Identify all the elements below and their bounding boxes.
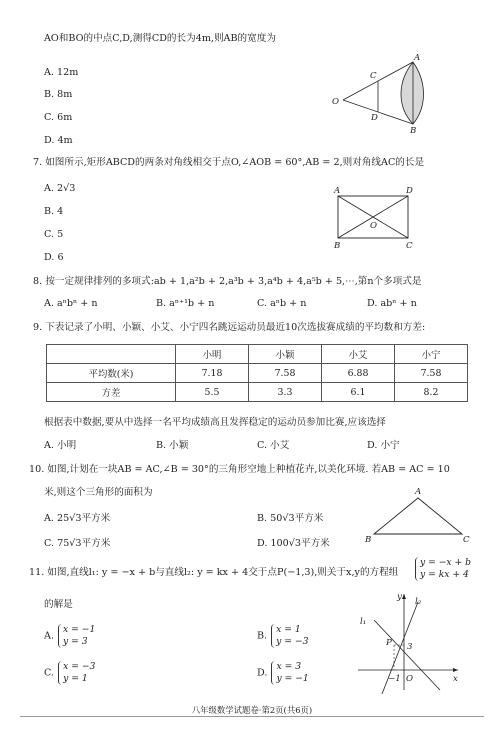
fig4-label-y: y [397,592,402,602]
table-cell: 6.1 [322,383,395,402]
fig2-label-o: O [370,221,378,231]
table-cell: 8.2 [395,383,468,402]
fig4-label-p: P [386,638,392,648]
option-system [271,661,308,685]
figure-isosceles-triangle [362,484,474,546]
q11-option-a [44,624,95,648]
fig4-label-l2: l₂ [415,597,422,607]
q7-text: 7. 如图所示,矩形ABCD的两条对角线相交于点O,∠AOB = 60°,AB = 2,则对角线AC的长是 [33,157,425,168]
option-eq: x = 1 [276,624,301,635]
option-letter: D. [257,667,268,679]
fig1-label-d: D [371,113,378,123]
fig4-label-neg1: −1 [388,674,401,684]
option-letter: B. [257,630,268,642]
prev-question-text: AO和BO的中点C,D,测得CD的长为4m,则AB的宽度为 [44,33,276,44]
table-header-cell [47,345,176,364]
q7-option-c: C. 5 [44,229,64,240]
q8-option-c: C. aⁿb + n [257,298,307,309]
q10-option-a: A. 25√3平方米 [44,513,111,524]
fig3-label-a: A [415,487,422,497]
table-header-cell: 小明 [176,345,249,364]
q8-option-b: B. aⁿ⁺¹b + n [156,298,215,309]
page-footer: 八年级数学试题卷·第2页(共6页) [191,705,313,715]
q9-text: 9. 下表记录了小明、小颖、小艾、小宁四名跳远运动员最近10次选拔赛成绩的平均数和方差: [33,322,426,333]
q9-option-c: C. 小艾 [257,440,290,451]
q9-option-a: A. 小明 [44,440,77,451]
q7-option-b: B. 4 [44,206,64,217]
q11-text: 11. 如图,直线l₁: y = −x + b与直线l₂: y = kx + 4交于点P(−1,3),则关于x,y的方程组 [29,567,399,578]
fig1-label-b: B [410,126,417,136]
q10-option-c: C. 75√3平方米 [44,538,111,549]
q9-option-b: B. 小颖 [156,440,189,451]
table-row [47,383,468,402]
q11-option-c [44,661,95,685]
table-cell: 平均数(米) [47,364,176,383]
prev-option-b: B. 8m [44,89,73,100]
q10-option-b: B. 50√3平方米 [257,513,324,524]
fig1-label-a: A [414,53,421,63]
q11-option-b [257,624,308,648]
option-eq: y = −3 [276,636,309,647]
prev-option-a: A. 12m [44,67,79,78]
q10-text-line1: 10. 如图,计划在一块AB = AC,∠B = 30°的三角形空地上种植花卉,以美化环境. 若AB = AC = 10 [29,464,450,475]
option-eq: y = −1 [276,673,309,684]
figure-coordinate-lines [352,590,464,694]
table-header-cell: 小颖 [249,345,322,364]
option-eq: y = 1 [63,673,88,684]
table-header-cell: 小艾 [322,345,395,364]
option-letter: C. [44,667,55,679]
fig4-label-origin: O [406,674,414,684]
system-eq-2: y = kx + 4 [420,569,469,580]
table-cell: 方差 [47,383,176,402]
table-cell: 5.5 [176,383,249,402]
q7-option-d: D. 6 [44,252,64,263]
fig3-label-c: C [463,535,470,545]
fig2-label-c: C [406,241,413,250]
q8-text: 8. 按一定规律排列的多项式:ab + 1,a²b + 2,a³b + 3,a⁴b + 4,a⁵b + 5,⋯,第n个多项式是 [33,276,422,287]
table-header-cell: 小宁 [395,345,468,364]
q10-option-d: D. 100√3平方米 [257,538,330,549]
fig4-label-3: 3 [407,642,413,652]
stats-table [46,344,468,402]
option-eq: x = −1 [63,624,96,635]
footer-divider [20,716,484,717]
table-cell: 7.18 [176,364,249,383]
table-cell: 6.88 [322,364,395,383]
fig2-label-d: D [406,186,413,196]
fig2-label-a: A [334,186,341,196]
q8-option-a: A. aⁿbⁿ + n [44,298,98,309]
equation-system-brace [415,557,471,581]
q7-option-a: A. 2√3 [44,183,76,194]
table-cell: 7.58 [395,364,468,383]
fig4-label-l1: l₁ [360,617,367,627]
q11-option-d [257,661,309,685]
option-system [58,624,95,648]
table-header-row [47,345,468,364]
option-system [271,624,308,648]
q10-text-line2: 米,则这个三角形的面积为 [44,487,153,498]
table-cell: 7.58 [249,364,322,383]
figure-triangle-lake [325,52,460,136]
fig4-label-x: x [453,674,458,684]
q11-system [414,557,471,581]
fig1-label-o: O [332,97,340,107]
q8-option-d: D. abⁿ + n [367,298,417,309]
option-eq: x = −3 [63,661,96,672]
prev-option-c: C. 6m [44,112,73,123]
option-eq: y = 3 [63,636,88,647]
figure-rectangle [328,184,418,250]
prev-option-d: D. 4m [44,135,73,146]
fig1-label-c: C [370,71,377,81]
table-cell: 3.3 [249,383,322,402]
q9-option-d: D. 小宁 [367,440,400,451]
q11-followup: 的解是 [44,599,73,610]
system-eq-1: y = −x + b [420,557,472,568]
fig3-label-b: B [365,535,372,545]
option-letter: A. [44,630,54,642]
table-row [47,364,468,383]
q9-followup: 根据表中数据,要从中选择一名平均成绩高且发挥稳定的运动员参加比赛,应该选择 [44,417,386,428]
option-eq: x = 3 [276,661,302,672]
option-system [58,661,95,685]
fig2-label-b: B [334,241,341,250]
